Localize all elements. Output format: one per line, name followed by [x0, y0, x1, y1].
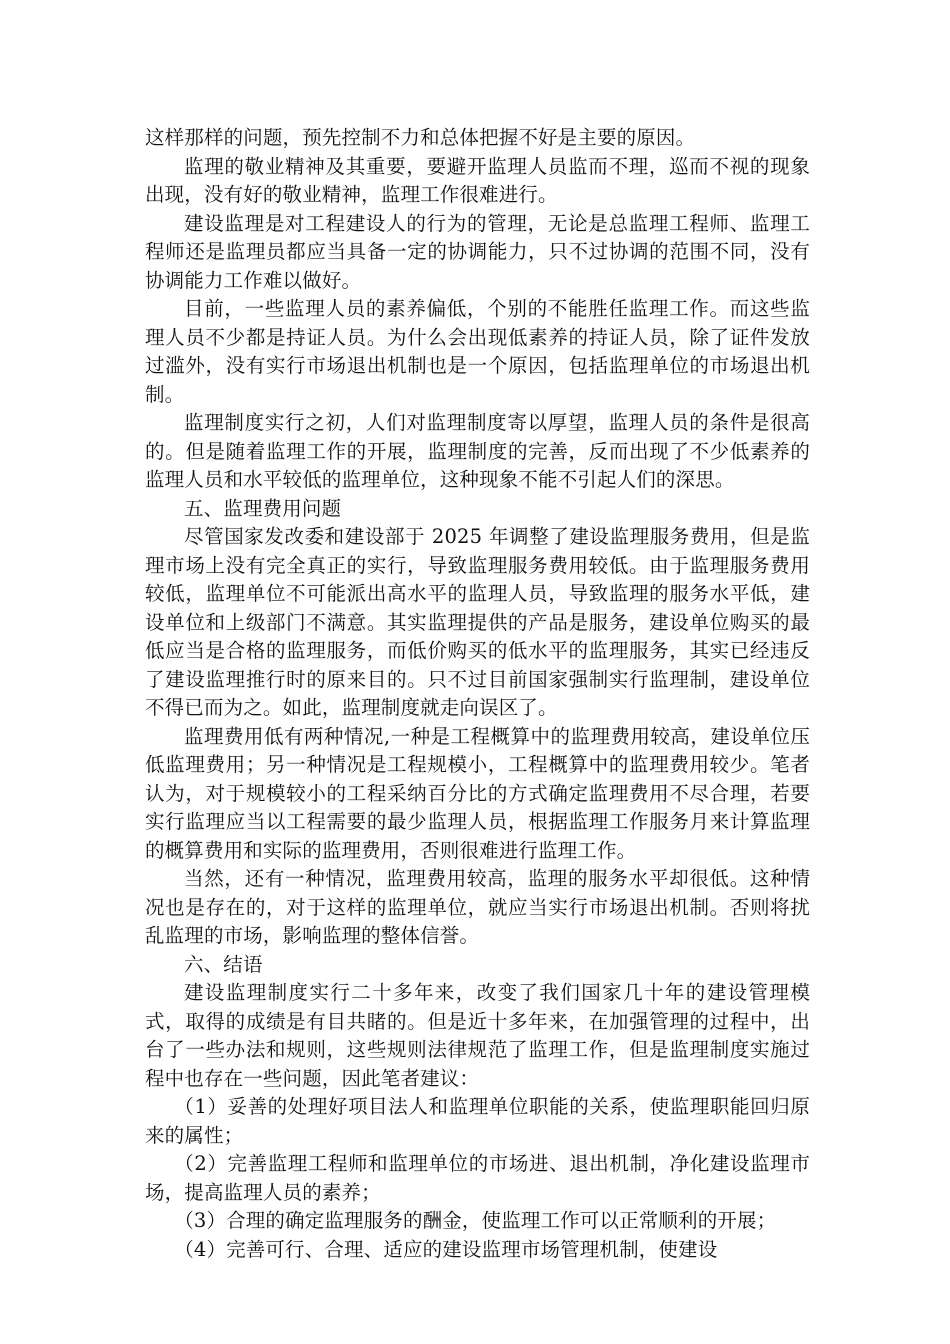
paragraph-dedication: 监理的敬业精神及其重要，要避开监理人员监而不理，巡而不视的现象出现，没有好的敬业精神，监理工作很难进行。: [145, 154, 810, 206]
paragraph-continuation: 这样那样的问题，预先控制不力和总体把握不好是主要的原因。: [145, 126, 696, 149]
document-body: [145, 124, 810, 1264]
paragraph-high-fee-low-service: 当然，还有一种情况，监理费用较高，监理的服务水平却很低。这种情况也是存在的，对于这样的监理单位，就应当实行市场退出机制。否则将扰乱监理的市场，影响监理的整体信誉。: [145, 867, 810, 947]
paragraph-personnel-quality: 目前，一些监理人员的素养偏低，个别的不能胜任监理工作。而这些监理人员不少都是持证人员。为什么会出现低素养的持证人员，除了证件发放过滥外，没有实行市场退出机制也是一个原因，包括监理单位的市场退出机制。: [145, 297, 810, 406]
recommendation-item-2: （2）完善监理工程师和监理单位的市场进、退出机制，净化建设监理市场，提高监理人员的素养；: [145, 1152, 810, 1204]
recommendation-item-1: （1）妥善的处理好项目法人和监理单位职能的关系，使监理职能回归原来的属性；: [145, 1095, 810, 1147]
paragraph-conclusion: 建设监理制度实行二十多年来，改变了我们国家几十年的建设管理模式，取得的成绩是有目共睹的。但是近十多年来，在加强管理的过程中，出台了一些办法和规则，这些规则法律规范了监理工作，但是监理制度实施过程中也存在一些问题，因此笔者建议：: [145, 981, 810, 1090]
paragraph-low-fee-cases: 监理费用低有两种情况,一种是工程概算中的监理费用较高，建设单位压低监理费用；另一种情况是工程规模小，工程概算中的监理费用较少。笔者认为，对于规模较小的工程采纳百分比的方式确定监理费用不尽合理，若要实行监理应当以工程需要的最少监理人员，根据监理工作服务月来计算监理的概算费用和实际的监理费用，否则很难进行监理工作。: [145, 724, 810, 862]
paragraph-fee-adjustment: 尽管国家发改委和建设部于 2025 年调整了建设监理服务费用，但是监理市场上没有完全真正的实行，导致监理服务费用较低。由于监理服务费用较低，监理单位不可能派出高水平的监理人员，导致监理的服务水平低，建设单位和上级部门不满意。其实监理提供的产品是服务，建设单位购买的最低应当是合格的监理服务，而低价购买的低水平的监理服务，其实已经违反了建设监理推行时的原来目的。只不过目前国家强制实行监理制，建设单位不得已而为之。如此，监理制度就走向误区了。: [145, 525, 810, 719]
section-heading-fees: 五、监理费用问题: [184, 496, 342, 520]
recommendation-item-3: （3）合理的确定监理服务的酬金，使监理工作可以正常顺利的开展；: [174, 1209, 777, 1232]
section-heading-conclusion: 六、结语: [184, 952, 263, 976]
paragraph-system-expectation: 监理制度实行之初，人们对监理制度寄以厚望，监理人员的条件是很高的。但是随着监理工作的开展，监理制度的完善，反而出现了不少低素养的监理人员和水平较低的监理单位，这种现象不能不引起人们的深思。: [145, 411, 810, 491]
paragraph-coordination: 建设监理是对工程建设人的行为的管理，无论是总监理工程师、监理工程师还是监理员都应当具备一定的协调能力，只不过协调的范围不同，没有协调能力工作难以做好。: [145, 211, 810, 292]
recommendation-item-4: （4）完善可行、合理、适应的建设监理市场管理机制，使建设: [174, 1237, 718, 1261]
